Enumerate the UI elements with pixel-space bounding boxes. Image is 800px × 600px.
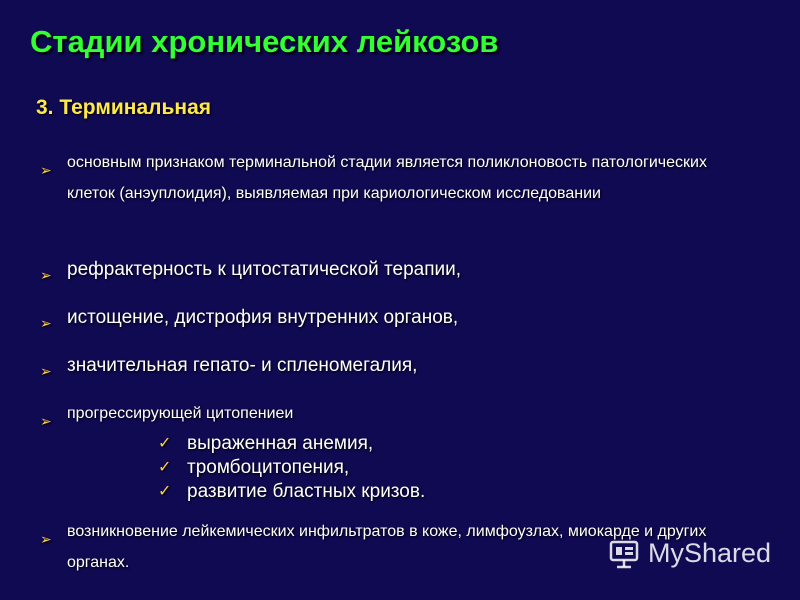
bullet-text: рефрактерность к цитостатической терапии,: [67, 259, 462, 280]
sub-list-item: [158, 456, 425, 480]
sub-item-text: выраженная анемия,: [187, 433, 374, 454]
arrow-bullet-icon: ➢: [40, 315, 52, 331]
checkmark-icon: ✓: [158, 435, 172, 452]
sub-list: [158, 432, 425, 504]
arrow-bullet-icon: ➢: [40, 531, 52, 547]
sub-item-text: тромбоцитопения,: [187, 457, 350, 478]
arrow-bullet-icon: ➢: [40, 413, 52, 429]
slide-subtitle: 3. Терминальная: [36, 96, 212, 119]
myshared-logo-icon: [608, 536, 642, 570]
bullet-text: истощение, дистрофия внутренних органов,: [67, 307, 459, 328]
sub-item-text: развитие бластных кризов.: [187, 481, 426, 502]
bullet-item: [40, 147, 740, 209]
sub-list-item: [158, 432, 425, 456]
bullet-text: основным признаком терминальной стадии является поликлоновость патологических клеток (анэуплоидия), выявляемая при кариологическом исследовании: [67, 154, 707, 202]
bullet-item: [40, 257, 461, 283]
bullet-text: возникновение лейкемических инфильтратов в коже, лимфоузлах, миокарде и других органах.: [67, 523, 707, 571]
bullet-text: значительная гепато- и спленомегалия,: [67, 355, 418, 376]
watermark: [608, 536, 771, 570]
arrow-bullet-icon: ➢: [40, 267, 52, 283]
sub-list-item: [158, 480, 425, 504]
slide-title: Стадии хронических лейкозов: [30, 24, 499, 59]
bullet-item: [40, 353, 417, 379]
bullet-item: [40, 305, 458, 331]
bullet-text: прогрессирующей цитопениеи: [67, 405, 294, 422]
checkmark-icon: ✓: [158, 459, 172, 476]
arrow-bullet-icon: ➢: [40, 363, 52, 379]
watermark-text: MyShared: [648, 537, 772, 568]
bullet-item: [40, 398, 293, 429]
arrow-bullet-icon: ➢: [40, 162, 52, 178]
checkmark-icon: ✓: [158, 483, 172, 500]
